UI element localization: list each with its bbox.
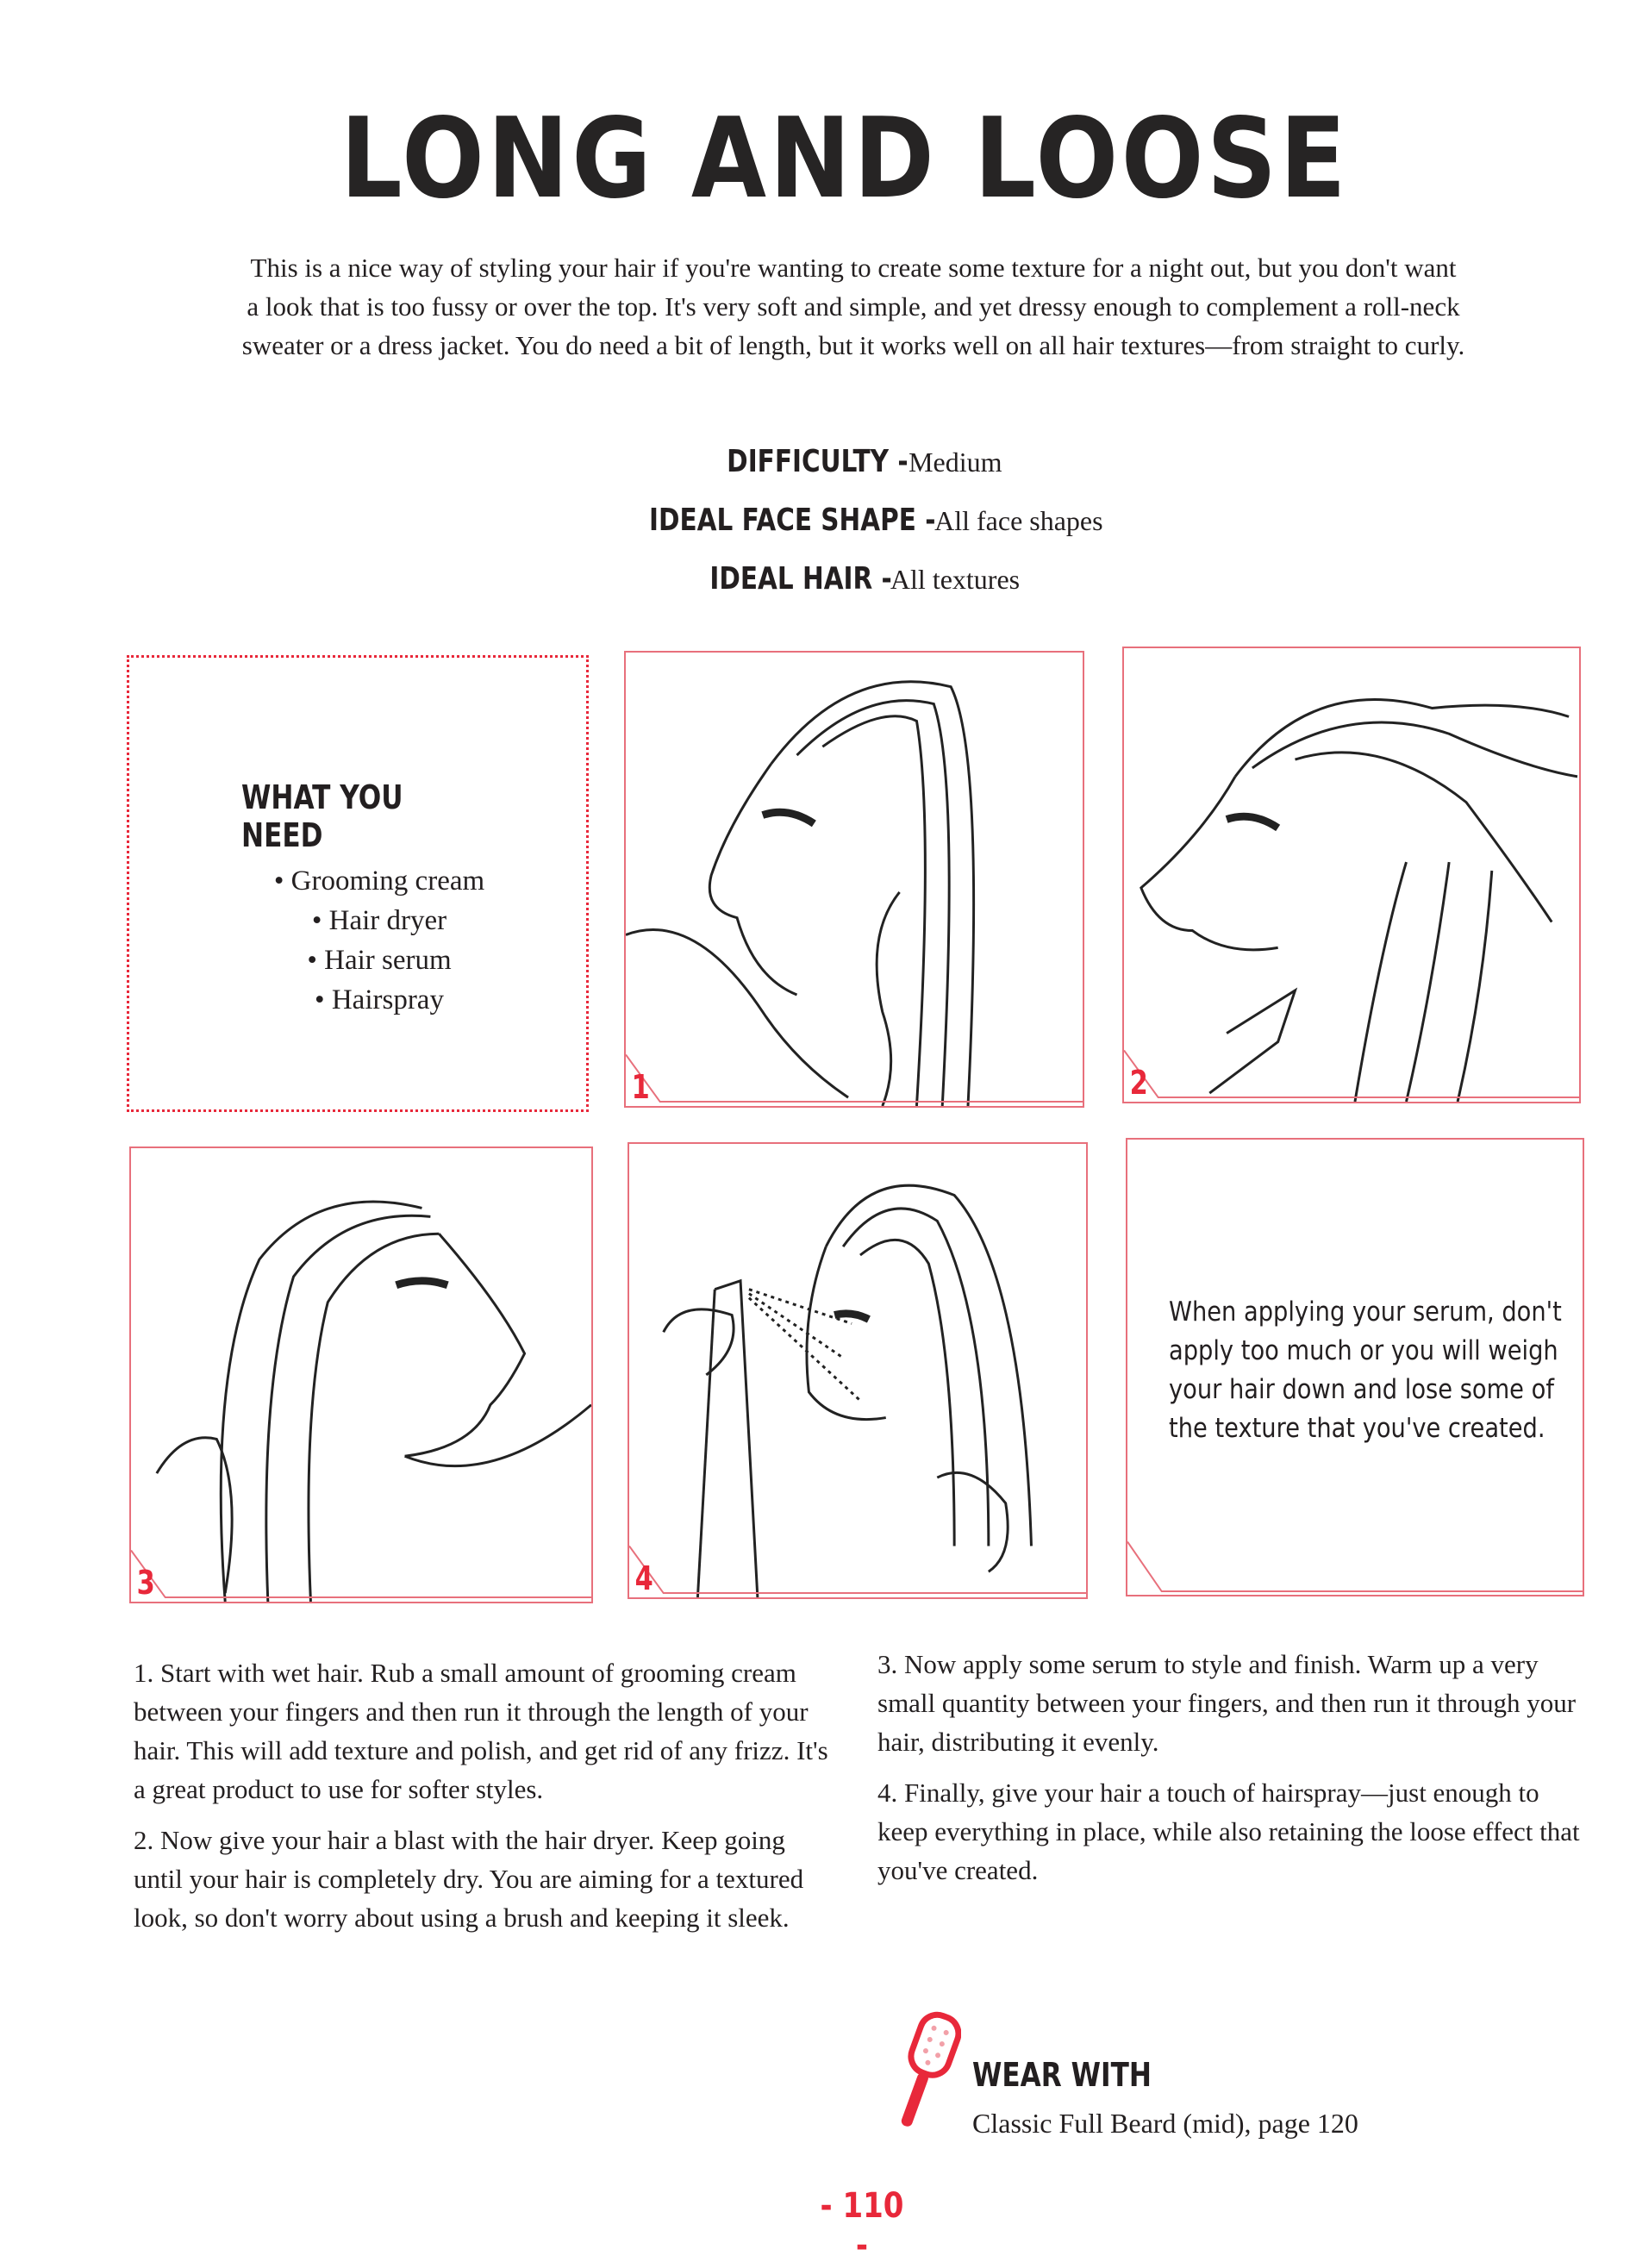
list-item: • Hair serum — [307, 945, 452, 976]
tip-text: When applying your serum, don't apply too much or you will weigh your hair down and lose some of the texture that you've created. — [1169, 1296, 1562, 1444]
meta-label: IDEAL FACE SHAPE - — [649, 503, 936, 538]
step-text: 4. Finally, give your hair a touch of hairspray—just enough to keep everything in place, while also retaining the loose effect that you've created. — [877, 1778, 1580, 1885]
man-spraying-hairspray-illustration — [629, 1144, 1086, 1597]
meta-value: All textures — [890, 564, 1021, 595]
step-number: 2 — [1129, 1064, 1148, 1102]
step-text: 2. Now give your hair a blast with the hair dryer. Keep going until your hair is completely dry. You are aiming for a textured look, so don't worry about using a brush and keeping it sleek. — [134, 1825, 804, 1933]
ideal-face-shape — [0, 503, 1636, 538]
what-you-need-content — [241, 778, 517, 1020]
list-item: • Hairspray — [315, 984, 444, 1015]
page-number: - 110 - — [820, 2186, 904, 2265]
step-number: 4 — [634, 1559, 653, 1597]
step-number: 3 — [136, 1564, 155, 1602]
meta-label: DIFFICULTY - — [727, 444, 909, 479]
intro-paragraph: This is a nice way of styling your hair if you're wanting to create some texture for a night out, but you don't want a look that is too fussy or over the top. It's very soft and simple, and yet dressy enough to complement a roll-neck sweater or a dress jacket. You do need a bit of length, but it works well on all hair textures—from straight to curly. — [241, 253, 1465, 360]
hairbrush-icon — [888, 2009, 961, 2138]
list-item: • Hair dryer — [311, 905, 447, 936]
man-applying-serum-illustration — [131, 1148, 591, 1602]
step-text: 3. Now apply some serum to style and finish. Warm up a very small quantity between your fingers, and then run it through your hair, distributing it evenly. — [877, 1649, 1577, 1757]
step-text: 1. Start with wet hair. Rub a small amount of grooming cream between your fingers and then run it through the length of your hair. This will add texture and polish, and get rid of any frizz. It's a great product to use for softer styles. — [134, 1658, 828, 1804]
step-illustration-4 — [628, 1142, 1088, 1599]
instructions-left-column — [134, 1653, 836, 1949]
step-number: 1 — [631, 1068, 650, 1106]
tip-box — [1126, 1138, 1584, 1596]
ideal-hair — [0, 561, 1636, 597]
what-you-need-box — [127, 655, 589, 1112]
step-illustration-2 — [1122, 647, 1581, 1103]
wear-with-title: WEAR WITH — [972, 2056, 1152, 2094]
step-illustration-3 — [129, 1146, 593, 1603]
meta-value: Medium — [909, 447, 1002, 478]
instructions-right-column — [877, 1645, 1580, 1902]
what-you-need-list — [241, 861, 517, 1020]
man-blow-drying-illustration — [1124, 648, 1579, 1102]
page-title: LONG AND LOOSE — [340, 95, 1350, 223]
meta-value: All face shapes — [934, 505, 1103, 536]
meta-label: IDEAL HAIR - — [709, 561, 892, 597]
what-you-need-title: WHAT YOU NEED — [241, 778, 403, 854]
wear-with-link[interactable]: Classic Full Beard (mid), page 120 — [972, 2108, 1358, 2139]
man-drying-hair-illustration — [626, 653, 1083, 1106]
difficulty — [0, 444, 1636, 479]
step-illustration-1 — [624, 651, 1084, 1108]
list-item: • Grooming cream — [273, 865, 485, 897]
